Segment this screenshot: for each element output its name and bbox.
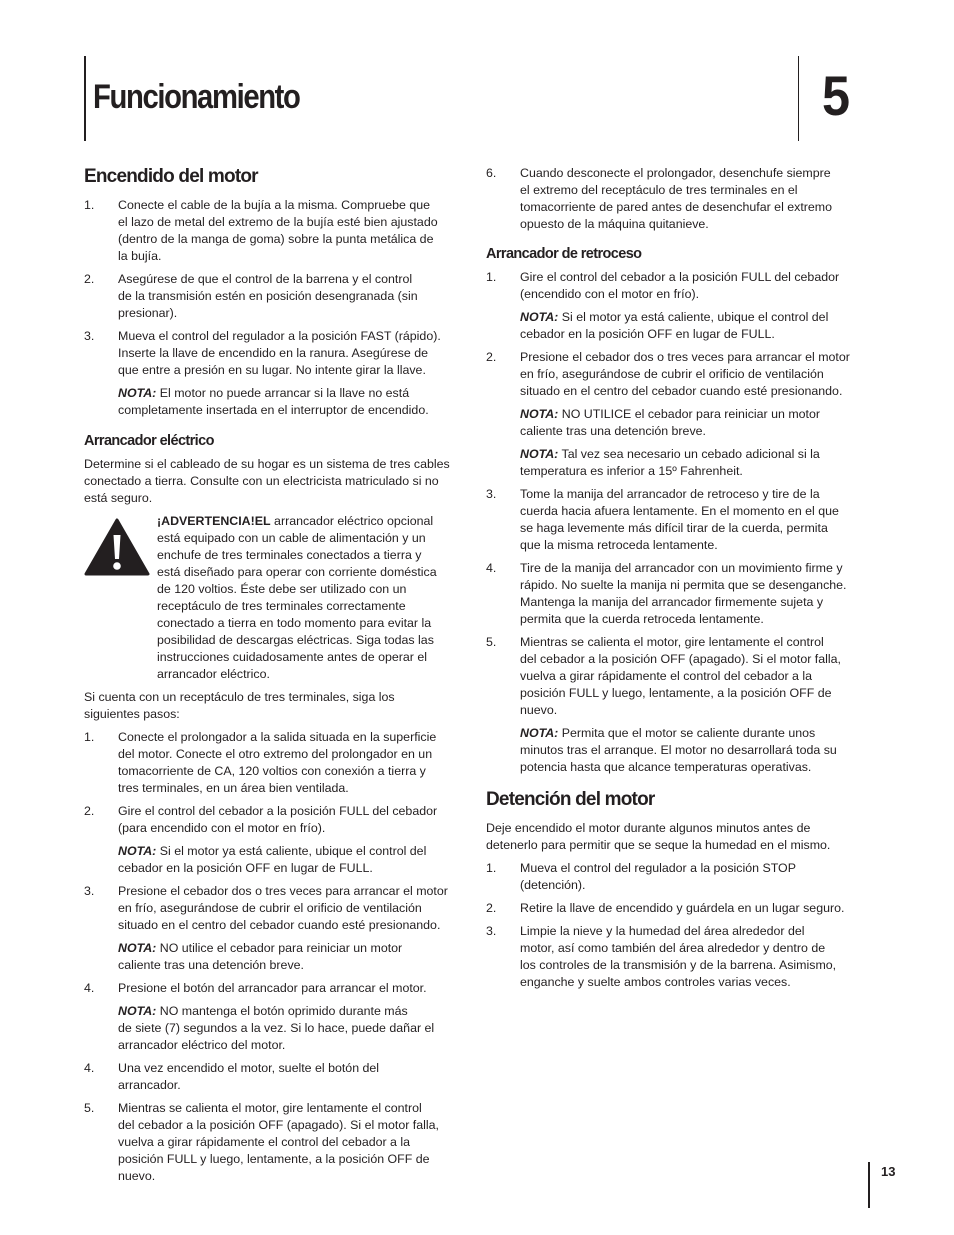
step-text-line: el extremo del receptáculo de tres terminales en el [520, 183, 798, 197]
warning-text: arrancador eléctrico opcional [274, 514, 434, 528]
step-number: 4. [84, 981, 95, 995]
intro-line: está seguro. [84, 491, 153, 505]
step-number: 1. [486, 861, 497, 875]
step-number: 3. [486, 924, 497, 938]
step-text-line: tres terminales, en un área bien ventilada. [118, 781, 349, 795]
step-number: 6. [486, 166, 497, 180]
section-title-engine-stop: Detención del motor [486, 789, 655, 810]
step-text-line: tomacorriente de pared antes de desenchufar el extremo [520, 200, 833, 214]
step-text-line: (encendido con el motor en frío). [520, 287, 700, 301]
note-label: NOTA: [520, 310, 559, 324]
step-text-line: situado en el centro del cebador cuando esté presionando. [118, 918, 441, 932]
note-label: NOTA: [520, 447, 559, 461]
list-item [486, 349, 870, 400]
note-text: NO UTILICE el cebador para reiniciar un motor [561, 407, 821, 421]
warning-text-line: posibilidad de descargas eléctricas. Siga todas las [157, 633, 434, 647]
steps-intro [84, 689, 472, 723]
step-number: 1. [84, 198, 95, 212]
note [84, 1003, 472, 1054]
step-text-line: del cebador a la posición OFF (apagado). Si el motor falla, [118, 1118, 439, 1132]
warning-text-line: está equipado con un cable de alimentación y un [157, 531, 426, 545]
list-item [84, 803, 472, 837]
note-text: Si el motor ya está caliente, ubique el control del [159, 844, 427, 858]
header-rule-left [84, 56, 86, 141]
step-number: 4. [84, 1061, 95, 1075]
step-text-line: se haga levemente más difícil tirar de la cuerda, permita [520, 521, 828, 535]
step-text-line: cuerda hacia afuera lentamente. En el momento en el que [520, 504, 839, 518]
list-item [84, 328, 472, 379]
step-text-line: en frío, asegurándose de cubrir el orificio de ventilación [520, 367, 824, 381]
step-text-line: tomacorriente de CA, 120 voltios con conexión a tierra y [118, 764, 426, 778]
list-item [84, 1060, 472, 1094]
step-number: 2. [84, 272, 95, 286]
list-item [486, 900, 870, 917]
warning-block [84, 513, 472, 683]
step-text-line: Gire el control del cebador a la posición FULL del cebador [520, 270, 840, 284]
note [486, 446, 870, 480]
note [84, 843, 472, 877]
step-text-line: (para encendido con el motor en frío). [118, 821, 326, 835]
step-text-line: vuelva a girar rápidamente el control del cebador a la [118, 1135, 411, 1149]
step-text-line: motor, así como también del área alrededor y dentro de [520, 941, 826, 955]
step-text-line: (dentro de la manga de goma) sobre la punta metálica de [118, 232, 434, 246]
note-label: NOTA: [118, 1004, 157, 1018]
step-text-line: Presione el cebador dos o tres veces para arrancar el motor [118, 884, 448, 898]
electric-intro [84, 456, 472, 507]
note-label: NOTA: [118, 386, 157, 400]
intro-line: siguientes pasos: [84, 707, 180, 721]
note [486, 309, 870, 343]
note [84, 940, 472, 974]
step-text-line: enganche y suelte ambos controles varias veces. [520, 975, 791, 989]
footer-rule [868, 1162, 870, 1208]
list-item [84, 1100, 472, 1185]
recoil-steps-list-cont [486, 349, 870, 400]
step-text-line: Mueva el control del regulador a la posición FAST (rápido). [118, 329, 441, 343]
step-text-line: Una vez encendido el motor, suelte el botón del [118, 1061, 380, 1075]
list-item [486, 860, 870, 894]
list-item [486, 486, 870, 554]
step-text-line: Conecte el cable de la bujía a la misma. Compruebe que [118, 198, 431, 212]
step-text-line: (detención). [520, 878, 586, 892]
note-text-line: arrancador eléctrico del motor. [118, 1038, 286, 1052]
step-number: 2. [84, 804, 95, 818]
recoil-steps-list [486, 269, 870, 303]
electric-steps-list-cont [84, 883, 472, 934]
step-text-line: Cuando desconecte el prolongador, desenchufe siempre [520, 166, 831, 180]
note-text-line: minutos tras el arranque. El motor no desarrollará toda su [520, 743, 837, 757]
chapter-number: 5 [822, 64, 851, 127]
step-text-line: Retire la llave de encendido y guárdela en un lugar seguro. [520, 901, 845, 915]
step-text-line: Presione el cebador dos o tres veces para arrancar el motor [520, 350, 850, 364]
section-title-engine-start: Encendido del motor [84, 166, 258, 187]
step-text-line: de la transmisión estén en posición desengranada (sin [118, 289, 418, 303]
left-column [84, 165, 472, 1191]
header-rule-right [798, 56, 799, 141]
subsection-title-recoil-starter: Arrancador de retroceso [486, 246, 642, 262]
step-number: 3. [84, 329, 95, 343]
note-text: El motor no puede arrancar si la llave no está [159, 386, 410, 400]
warning-icon [84, 518, 150, 576]
stop-steps-list [486, 860, 870, 991]
list-item [486, 165, 870, 233]
step-number: 3. [486, 487, 497, 501]
warning-label: ¡ADVERTENCIA!EL [157, 514, 271, 528]
list-item [486, 634, 870, 719]
warning-text-line: de 120 voltios. Éste debe ser utilizado con un [157, 582, 407, 596]
intro-line: Determine si el cableado de su hogar es un sistema de tres cables [84, 457, 450, 471]
step-text-line: opuesto de la máquina quitanieve. [520, 217, 709, 231]
intro-line: Si cuenta con un receptáculo de tres terminales, siga los [84, 690, 395, 704]
note-text: Si el motor ya está caliente, ubique el control del [561, 310, 829, 324]
step-number: 2. [486, 901, 497, 915]
note [84, 385, 472, 419]
step-text-line: Tome la manija del arrancador de retroceso y tire de la [520, 487, 820, 501]
step-number: 3. [84, 884, 95, 898]
step-text-line: nuevo. [520, 703, 558, 717]
note-text-line: cebador en la posición OFF en lugar de FULL. [520, 327, 775, 341]
list-item [84, 980, 472, 997]
step-text-line: del motor. Conecte el otro extremo del prolongador en un [118, 747, 433, 761]
warning-text-line: está diseñado para operar con corriente doméstica [157, 565, 437, 579]
note-text-line: temperatura es inferior a 15º Fahrenheit. [520, 464, 743, 478]
intro-line: detenerlo para permitir que se seque la humedad en el mismo. [486, 838, 831, 852]
list-item [84, 197, 472, 265]
stop-intro [486, 820, 870, 854]
note-text: Tal vez sea necesario un cebado adicional si la [561, 447, 820, 461]
step-text-line: Mueva el control del regulador a la posición STOP [520, 861, 796, 875]
note-text-line: caliente tras una detención breve. [118, 958, 304, 972]
step-text-line: Presione el botón del arrancador para arrancar el motor. [118, 981, 427, 995]
step-text-line: Conecte el prolongador a la salida situada en la superficie [118, 730, 437, 744]
intro-line: conectado a tierra. Consulte con un electricista matriculado si no [84, 474, 439, 488]
step-text-line: Mientras se calienta el motor, gire lentamente el control [520, 635, 824, 649]
warning-text-line: enchufe de tres terminales conectados a tierra y [157, 548, 422, 562]
step-number: 1. [84, 730, 95, 744]
step-number: 5. [486, 635, 497, 649]
note-text-line: completamente insertada en el interruptor de encendido. [118, 403, 429, 417]
step-text-line: presionar). [118, 306, 178, 320]
note-label: NOTA: [118, 844, 157, 858]
step-number: 5. [84, 1101, 95, 1115]
electric-steps-list-cont [486, 165, 870, 233]
step-text-line: Asegúrese de que el control de la barrena y el control [118, 272, 413, 286]
step-text-line: que la misma retroceda lentamente. [520, 538, 718, 552]
list-item [486, 923, 870, 991]
step-text-line: Gire el control del cebador a la posición FULL del cebador [118, 804, 438, 818]
step-text-line: Mientras se calienta el motor, gire lentamente el control [118, 1101, 422, 1115]
step-number: 1. [486, 270, 497, 284]
list-item [84, 883, 472, 934]
warning-text-line: conectado a tierra en todo momento para evitar la [157, 616, 432, 630]
electric-steps-list [84, 729, 472, 837]
list-item [84, 271, 472, 322]
step-text-line: posición FULL y luego, lentamente, a la posición OFF de [520, 686, 832, 700]
note-text-line: cebador en la posición OFF en lugar de FULL. [118, 861, 373, 875]
note-label: NOTA: [118, 941, 157, 955]
step-text-line: el lazo de metal del extremo de la bujía esté bien ajustado [118, 215, 438, 229]
warning-text-line: arrancador eléctrico. [157, 667, 270, 681]
note-label: NOTA: [520, 726, 559, 740]
electric-steps-list-cont [84, 1060, 472, 1185]
step-text-line: del cebador a la posición OFF (apagado). Si el motor falla, [520, 652, 841, 666]
step-text-line: posición FULL y luego, lentamente, a la posición OFF de [118, 1152, 430, 1166]
step-text-line: Mantenga la manija del arrancador firmemente sujeta y [520, 595, 824, 609]
note [486, 725, 870, 776]
start-steps-list [84, 197, 472, 379]
step-text-line: Limpie la nieve y la humedad del área alrededor del [520, 924, 805, 938]
page-number: 13 [881, 1164, 896, 1179]
electric-steps-list-cont [84, 980, 472, 997]
note-text-line: caliente tras una detención breve. [520, 424, 706, 438]
subsection-title-electric-starter: Arrancador eléctrico [84, 433, 214, 449]
note-text-line: de siete (7) segundos a la vez. Si lo hace, puede dañar el [118, 1021, 435, 1035]
step-text-line: en frío, asegurándose de cubrir el orificio de ventilación [118, 901, 422, 915]
note-label: NOTA: [520, 407, 559, 421]
step-text-line: vuelva a girar rápidamente el control del cebador a la [520, 669, 813, 683]
step-text-line: permita que la cuerda retroceda lentamente. [520, 612, 764, 626]
page-title: Funcionamiento [93, 78, 300, 116]
step-text-line: situado en el centro del cebador cuando esté presionando. [520, 384, 843, 398]
list-item [486, 560, 870, 628]
note [486, 406, 870, 440]
note-text-line: potencia hasta que alcance temperaturas operativas. [520, 760, 812, 774]
note-text: Permita que el motor se caliente durante unos [561, 726, 816, 740]
step-text-line: rápido. No suelte la manija ni permita que se desenganche. [520, 578, 847, 592]
list-item [84, 729, 472, 797]
list-item [486, 269, 870, 303]
warning-text-line: instrucciones cuidadosamente antes de operar el [157, 650, 428, 664]
step-text-line: nuevo. [118, 1169, 156, 1183]
step-text-line: Inserte la llave de encendido en la ranura. Asegúrese de [118, 346, 428, 360]
note-text: NO mantenga el botón oprimido durante más [159, 1004, 408, 1018]
recoil-steps-list-cont [486, 486, 870, 719]
step-text-line: arrancador. [118, 1078, 181, 1092]
right-column [486, 165, 870, 997]
step-text-line: que entre a presión en su lugar. No intente girar la llave. [118, 363, 426, 377]
step-text-line: Tire de la manija del arrancador con un movimiento firme y [520, 561, 843, 575]
step-number: 2. [486, 350, 497, 364]
step-text-line: la bujía. [118, 249, 162, 263]
note-text: NO utilice el cebador para reiniciar un motor [159, 941, 403, 955]
intro-line: Deje encendido el motor durante algunos minutos antes de [486, 821, 811, 835]
warning-text-line: receptáculo de tres terminales correctamente [157, 599, 406, 613]
step-number: 4. [486, 561, 497, 575]
step-text-line: los controles de la transmisión y de la barrena. Asimismo, [520, 958, 837, 972]
